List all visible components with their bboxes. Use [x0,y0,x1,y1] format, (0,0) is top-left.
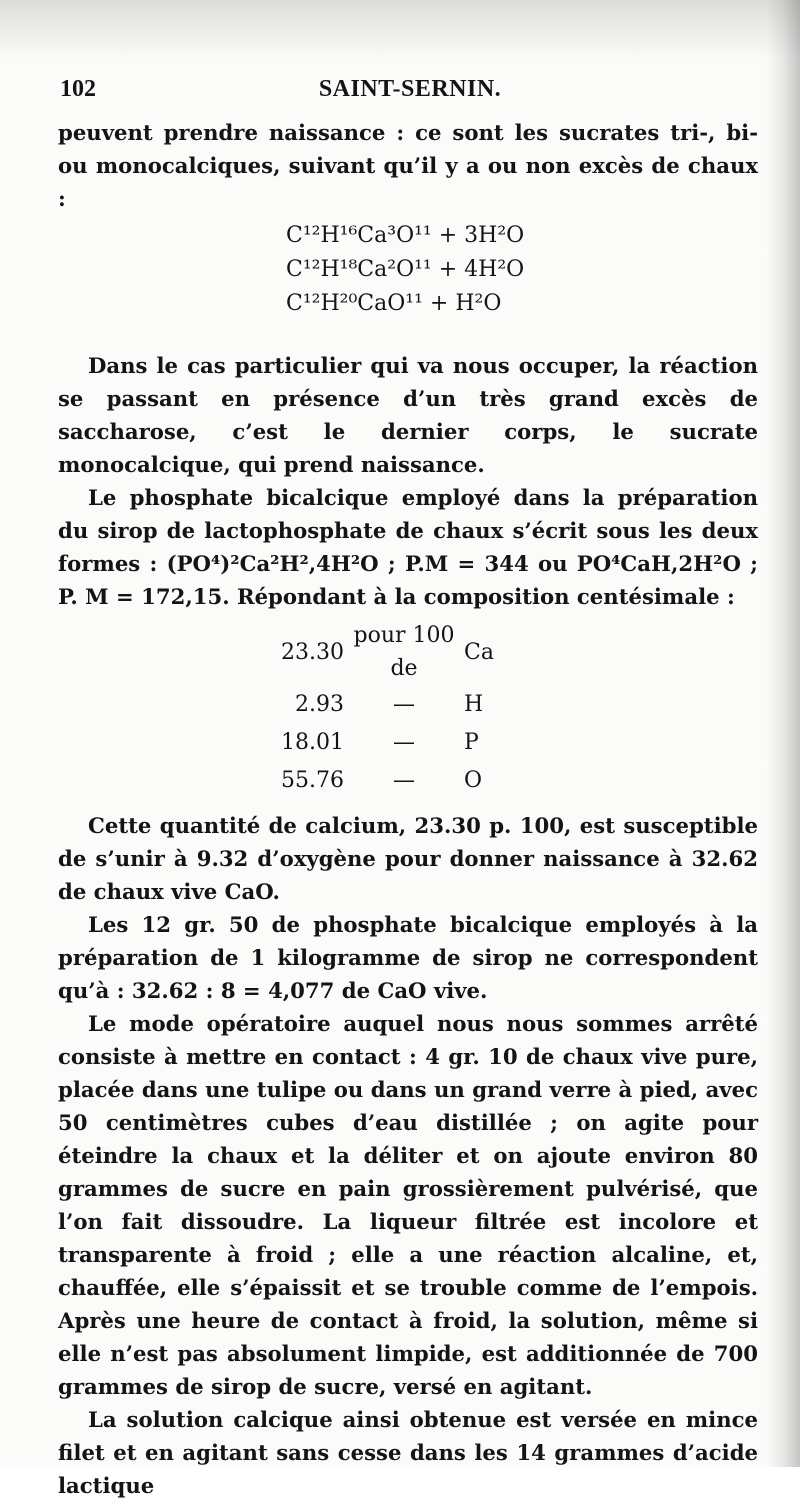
table-row [258,685,584,723]
paragraph-5: Les 12 gr. 50 de phosphate bicalcique employés à la préparation de 1 kilogramme de sirop ne correspondent qu’à : 32.62 : 8 = 4,077 de CaO vive. [58,912,758,1003]
paragraph-3: Le phosphate bicalcique employé dans la préparation du sirop de lactophosphate de chaux s’écrit sous les deux formes : (PO⁴)²Ca²H²,4H²O ; P.M = 344 ou PO⁴CaH,2H²O ; P. M = 172,15. Répondant à la composition centésimale : [58,485,758,609]
composition-element: H [464,691,484,717]
composition-value: 55.76 [281,767,344,793]
page-shadow-right [766,0,800,1467]
page-number: 102 [60,76,96,102]
composition-middle: — [393,729,415,755]
composition-element: Ca [464,639,494,665]
paragraph-6: Le mode opératoire auquel nous nous sommes arrêté consiste à mettre en contact : 4 gr. 10 de chaux vive pure, placée dans une tulipe ou dans un grand verre à pied, avec 50 centimètres cubes d’eau distillée ; on agite pour éteindre la chaux et la déliter et on ajoute environ 80 grammes de sucre en pain grossièrement pulvérisé, que l’on fait dissoudre. La liqueur filtrée est incolore et transparente à froid ; elle a une réaction alcaline, et, chauffée, elle s’épaissit et se trouble comme de l’empois. Après une heure de contact à froid, la solution, même si elle n’est pas absolument limpide, est additionnée de 700 grammes de sirop de sucre, versé en agitant. [58,1011,758,1399]
paragraph-7: La solution calcique ainsi obtenue est versée en mince filet et en agitant sans cesse dans les 14 grammes d’acide lactique [58,1407,758,1498]
table-row [258,619,584,685]
composition-table [258,619,584,799]
page-header [60,76,760,106]
paragraph-1: peuvent prendre naissance : ce sont les sucrates tri-, bi- ou monocalciques, suivant qu’il y a ou non excès de chaux : [58,120,758,211]
spacer [58,327,758,349]
formula-line: C¹²H¹⁶Ca³O¹¹ + 3H²O [286,223,525,248]
formula-block [58,219,758,321]
paragraph-2: Dans le cas particulier qui va nous occuper, la réaction se passant en présence d’un très grand excès de saccharose, c’est le dernier corps, le sucrate monocalcique, qui prend naissance. [58,353,758,477]
composition-middle: pour 100 de [353,623,455,681]
table-row [258,761,584,799]
composition-element: O [464,767,483,793]
paragraph-4: Cette quantité de calcium, 23.30 p. 100, est susceptible de s’unir à 9.32 d’oxygène pour donner naissance à 32.62 de chaux vive CaO. [58,813,758,904]
composition-value: 23.30 [281,639,344,665]
composition-value: 2.93 [295,691,344,717]
page-shadow-top [0,0,800,60]
composition-middle: — [393,691,415,717]
page-body [58,116,758,1502]
composition-middle: — [393,767,415,793]
composition-element: P [464,729,479,755]
formula-line: C¹²H¹⁸Ca²O¹¹ + 4H²O [286,257,525,282]
running-head: SAINT-SERNIN. [318,76,502,102]
table-row [258,723,584,761]
formula-line: C¹²H²⁰CaO¹¹ + H²O [286,291,502,316]
composition-value: 18.01 [281,729,344,755]
